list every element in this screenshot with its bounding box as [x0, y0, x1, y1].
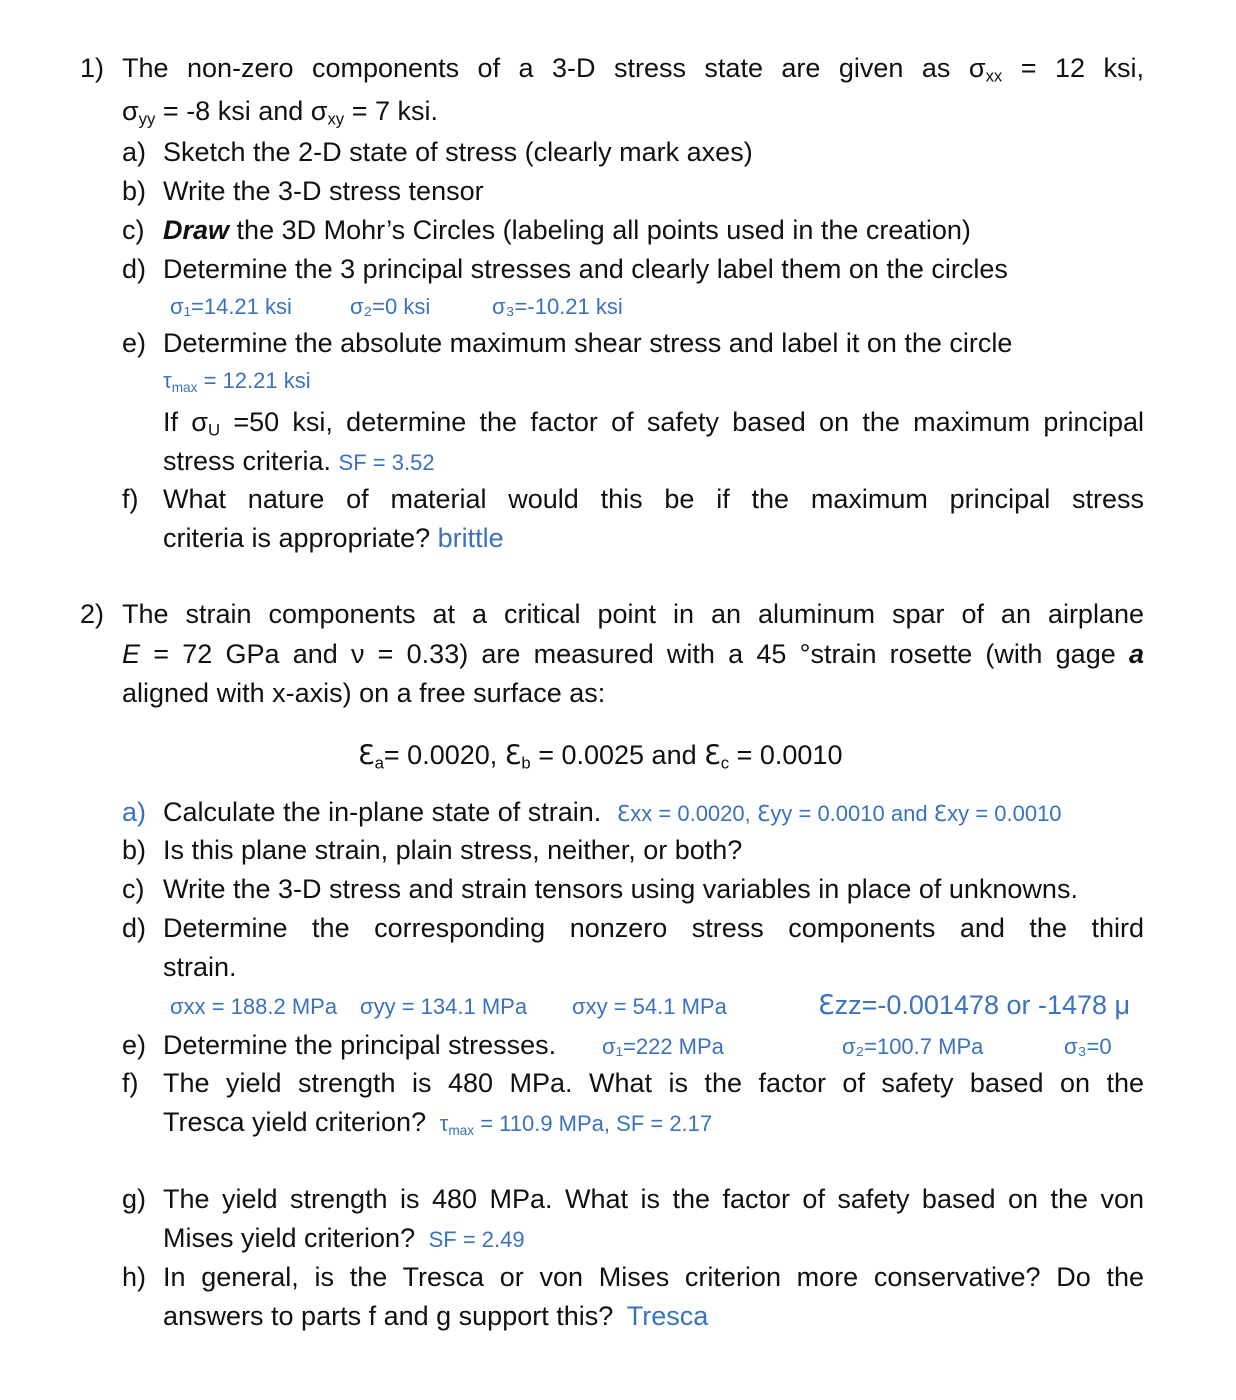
q1-part-b-label: b)	[122, 176, 147, 206]
q2-part-a-text: Calculate the in-plane state of strain. ℇxx = 0.0020, ℇyy = 0.0010 and ℇxy = 0.0010	[163, 797, 1062, 827]
q1-part-a-label: a)	[122, 137, 147, 167]
q2-part-d-line2: strain.	[163, 952, 237, 982]
q2-part-a-label: a)	[122, 797, 147, 827]
q1-part-e-label: e)	[122, 328, 147, 358]
q2-measured-strains: ℇ$_a$= 0.0020, ℇ$_b$ = 0.0025 and ℇ$_c$ = 0.0010	[358, 740, 843, 773]
q1-part-d-label: d)	[122, 254, 147, 284]
q2-answer-strain-state: ℇxx = 0.0020, ℇyy = 0.0010 and ℇxy = 0.0010	[616, 801, 1062, 826]
q1-intro-line1: The non-zero components of a 3-D stress state are given as $\sigma_{xx} = 12$ ksi,	[122, 53, 1144, 86]
q2-answer-tresca: $\tau_{max} = 110.9$ MPa, SF = 2.17	[439, 1111, 713, 1138]
q1-part-c-text: Draw the 3D Mohr’s Circles (labeling all points used in the creation)	[163, 215, 971, 245]
q2-part-b-text: Is this plane strain, plain stress, neither, or both?	[163, 835, 743, 865]
q1-answer-sigma3: σ₃=-10.21 ksi	[492, 294, 623, 319]
q2-part-f-line1: The yield strength is 480 MPa. What is the factor of safety based on the	[163, 1068, 1144, 1098]
q1-part-e-text: Determine the absolute maximum shear stress and label it on the circle	[163, 328, 1013, 358]
q2-part-e-text: Determine the principal stresses.	[163, 1030, 557, 1060]
q1-part-b-text: Write the 3-D stress tensor	[163, 176, 484, 206]
q1-intro-line2: $\sigma_{yy} = -8$ ksi and $\sigma_{xy} = 7$ ksi.	[122, 96, 438, 129]
q2-part-c-text: Write the 3-D stress and strain tensors using variables in place of unknowns.	[163, 874, 1078, 904]
q2-answer-conservative: Tresca	[626, 1301, 709, 1331]
q1-part-a-text: Sketch the 2-D state of stress (clearly mark axes)	[163, 137, 753, 167]
q1-answer-sf: SF = 3.52	[338, 450, 435, 475]
q2-answer-sigma-xx: σxx = 188.2 MPa	[170, 994, 338, 1019]
q2-part-d-label: d)	[122, 913, 147, 943]
q2-answer-sigma-yy: σyy = 134.1 MPa	[360, 994, 528, 1019]
q2-answer-principal-2: σ₂=100.7 MPa	[842, 1034, 984, 1059]
q2-intro-line2: E = 72 GPa and ν = 0.33) are measured with a 45 °strain rosette (with gage a	[122, 639, 1144, 669]
q1-number: 1)	[80, 53, 105, 83]
q2-intro-line3: aligned with x-axis) on a free surface as:	[122, 678, 606, 708]
q1-part-e2-line1: If $\sigma_U =50$ ksi, determine the factor of safety based on the maximum principal	[163, 407, 1144, 440]
q2-answer-principal-3: σ₃=0	[1064, 1034, 1112, 1059]
q2-answer-epsilon-zz: ℇzz=-0.001478 or -1478 μ	[818, 990, 1131, 1020]
q2-part-h-label: h)	[122, 1262, 147, 1292]
q1-answer-sigma1: σ₁=14.21 ksi	[170, 294, 292, 319]
q2-part-d-line1: Determine the corresponding nonzero stress components and the third	[163, 913, 1144, 943]
q2-part-f-line2: Tresca yield criterion? $\tau_{max} = 110.9$ MPa, SF = 2.17	[163, 1107, 713, 1138]
q1-part-e2-line2: stress criteria. SF = 3.52	[163, 446, 435, 476]
q2-part-b-label: b)	[122, 835, 147, 865]
q2-intro-line1: The strain components at a critical point in an aluminum spar of an airplane	[122, 599, 1144, 629]
q1-part-f-label: f)	[122, 484, 139, 514]
q2-number: 2)	[80, 599, 105, 629]
q1-answer-sigma2: σ₂=0 ksi	[350, 294, 431, 319]
q2-part-f-label: f)	[122, 1068, 139, 1098]
q2-part-h-line1: In general, is the Tresca or von Mises criterion more conservative? Do the	[163, 1262, 1144, 1292]
q2-part-h-line2: answers to parts f and g support this? Tresca	[163, 1301, 709, 1331]
q2-answer-sigma-xy: σxy = 54.1 MPa	[572, 994, 727, 1019]
q2-part-g-line1: The yield strength is 480 MPa. What is the factor of safety based on the von	[163, 1184, 1144, 1214]
q2-part-g-line2: Mises yield criterion? SF = 2.49	[163, 1223, 525, 1253]
q1-answer-tau-max: $\tau_{max} = 12.21$ ksi	[163, 368, 311, 395]
q2-answer-principal-1: σ₁=222 MPa	[602, 1034, 724, 1059]
q1-part-f-line2: criteria is appropriate? brittle	[163, 523, 504, 553]
q2-answer-von-mises-sf: SF = 2.49	[428, 1227, 525, 1252]
q1-answer-nature: brittle	[437, 523, 504, 553]
q1-part-c-label: c)	[122, 215, 145, 245]
q2-part-c-label: c)	[122, 874, 145, 904]
q1-part-d-text: Determine the 3 principal stresses and clearly label them on the circles	[163, 254, 1008, 284]
q2-part-g-label: g)	[122, 1184, 147, 1214]
q2-part-e-label: e)	[122, 1030, 147, 1060]
q1-part-f-line1: What nature of material would this be if the maximum principal stress	[163, 484, 1144, 514]
